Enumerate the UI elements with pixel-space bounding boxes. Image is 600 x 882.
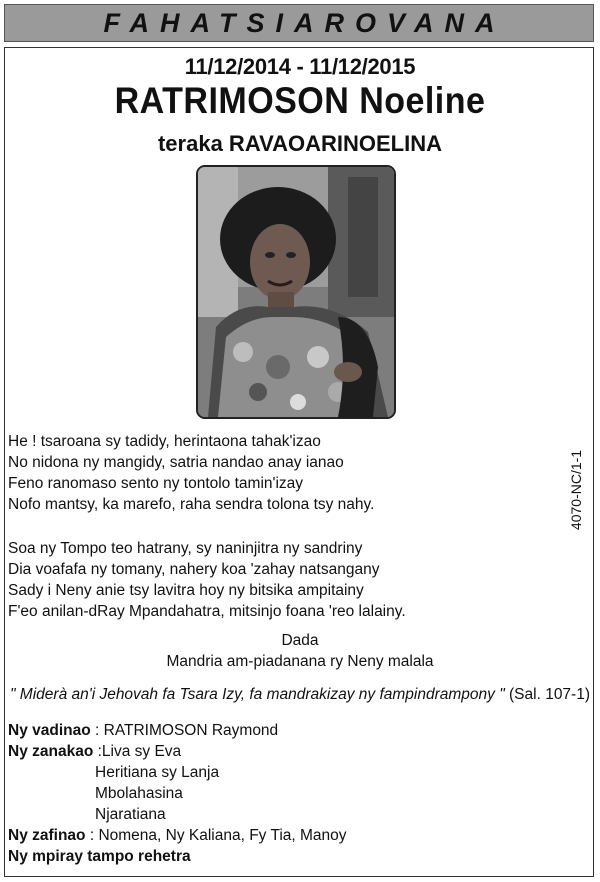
family-sep: : <box>85 827 99 844</box>
family-value: Liva sy Eva <box>101 743 182 760</box>
date-range: 11/12/2014 - 11/12/2015 <box>184 54 416 79</box>
deceased-name: RATRIMOSON Noeline <box>114 80 486 121</box>
portrait-photo <box>196 165 396 419</box>
poem-stanza-2 <box>8 538 406 622</box>
poem-line: Soa ny Tompo teo hatrany, sy naninjitra ny sandriny <box>8 540 363 557</box>
reference-code-text: 4070-NC/1-1 <box>568 449 584 531</box>
family-list <box>8 720 347 867</box>
family-label: Ny vadinao <box>8 722 91 739</box>
header-bar <box>4 4 594 42</box>
poem-line: Feno ranomaso sento ny tontolo tamin'izay <box>8 475 304 492</box>
poem-stanza-1 <box>8 431 374 515</box>
family-row-children-cont <box>8 762 347 783</box>
family-row-spouse <box>8 720 347 741</box>
poem-line: He ! tsaroana sy tadidy, herintaona tahak'izao <box>8 433 321 450</box>
family-label: Ny zanakao <box>8 743 94 760</box>
family-row-siblings <box>8 846 347 867</box>
family-row-children-cont <box>8 783 347 804</box>
birth-name: teraka RAVAOARINOELINA <box>157 131 442 156</box>
family-row-children <box>8 741 347 762</box>
family-sep: : <box>93 743 102 760</box>
family-sep: : <box>90 722 104 739</box>
poem-line: Sady i Neny anie tsy lavitra hoy ny bitsika ampitainy <box>8 582 364 599</box>
signoff-author: Dada <box>281 632 319 649</box>
verse-quote: " Miderà an'i Jehovah fa Tsara Izy, fa mandrakizay ny fampindrampony " <box>10 686 505 703</box>
family-value: Nomena, Ny Kaliana, Fy Tia, Manoy <box>98 827 347 844</box>
signoff-message: Mandria am-piadanana ry Neny malala <box>166 653 434 670</box>
family-value: RATRIMOSON Raymond <box>103 722 279 739</box>
family-label: Ny mpiray tampo rehetra <box>8 848 191 865</box>
poem-line: F'eo anilan-dRay Mpandahatra, mitsinjo foana 'reo lalainy. <box>8 603 406 620</box>
reference-code <box>566 450 586 530</box>
family-row-grandchildren <box>8 825 347 846</box>
bible-verse <box>0 686 600 704</box>
verse-reference: (Sal. 107-1) <box>509 686 590 703</box>
poem-line: Nofo mantsy, ka marefo, raha sendra tolona tsy nahy. <box>8 496 375 513</box>
family-row-children-cont <box>8 804 347 825</box>
poem-line: Dia voafafa ny tomany, nahery koa 'zahay natsangany <box>8 561 380 578</box>
header-title: FAHATSIAROVANA <box>103 7 506 38</box>
family-value: Njaratiana <box>95 806 166 823</box>
family-value: Heritiana sy Lanja <box>95 764 220 781</box>
family-label: Ny zafinao <box>8 827 86 844</box>
poem-line: No nidona ny mangidy, satria nandao anay ianao <box>8 454 344 471</box>
family-value: Mbolahasina <box>95 785 183 802</box>
